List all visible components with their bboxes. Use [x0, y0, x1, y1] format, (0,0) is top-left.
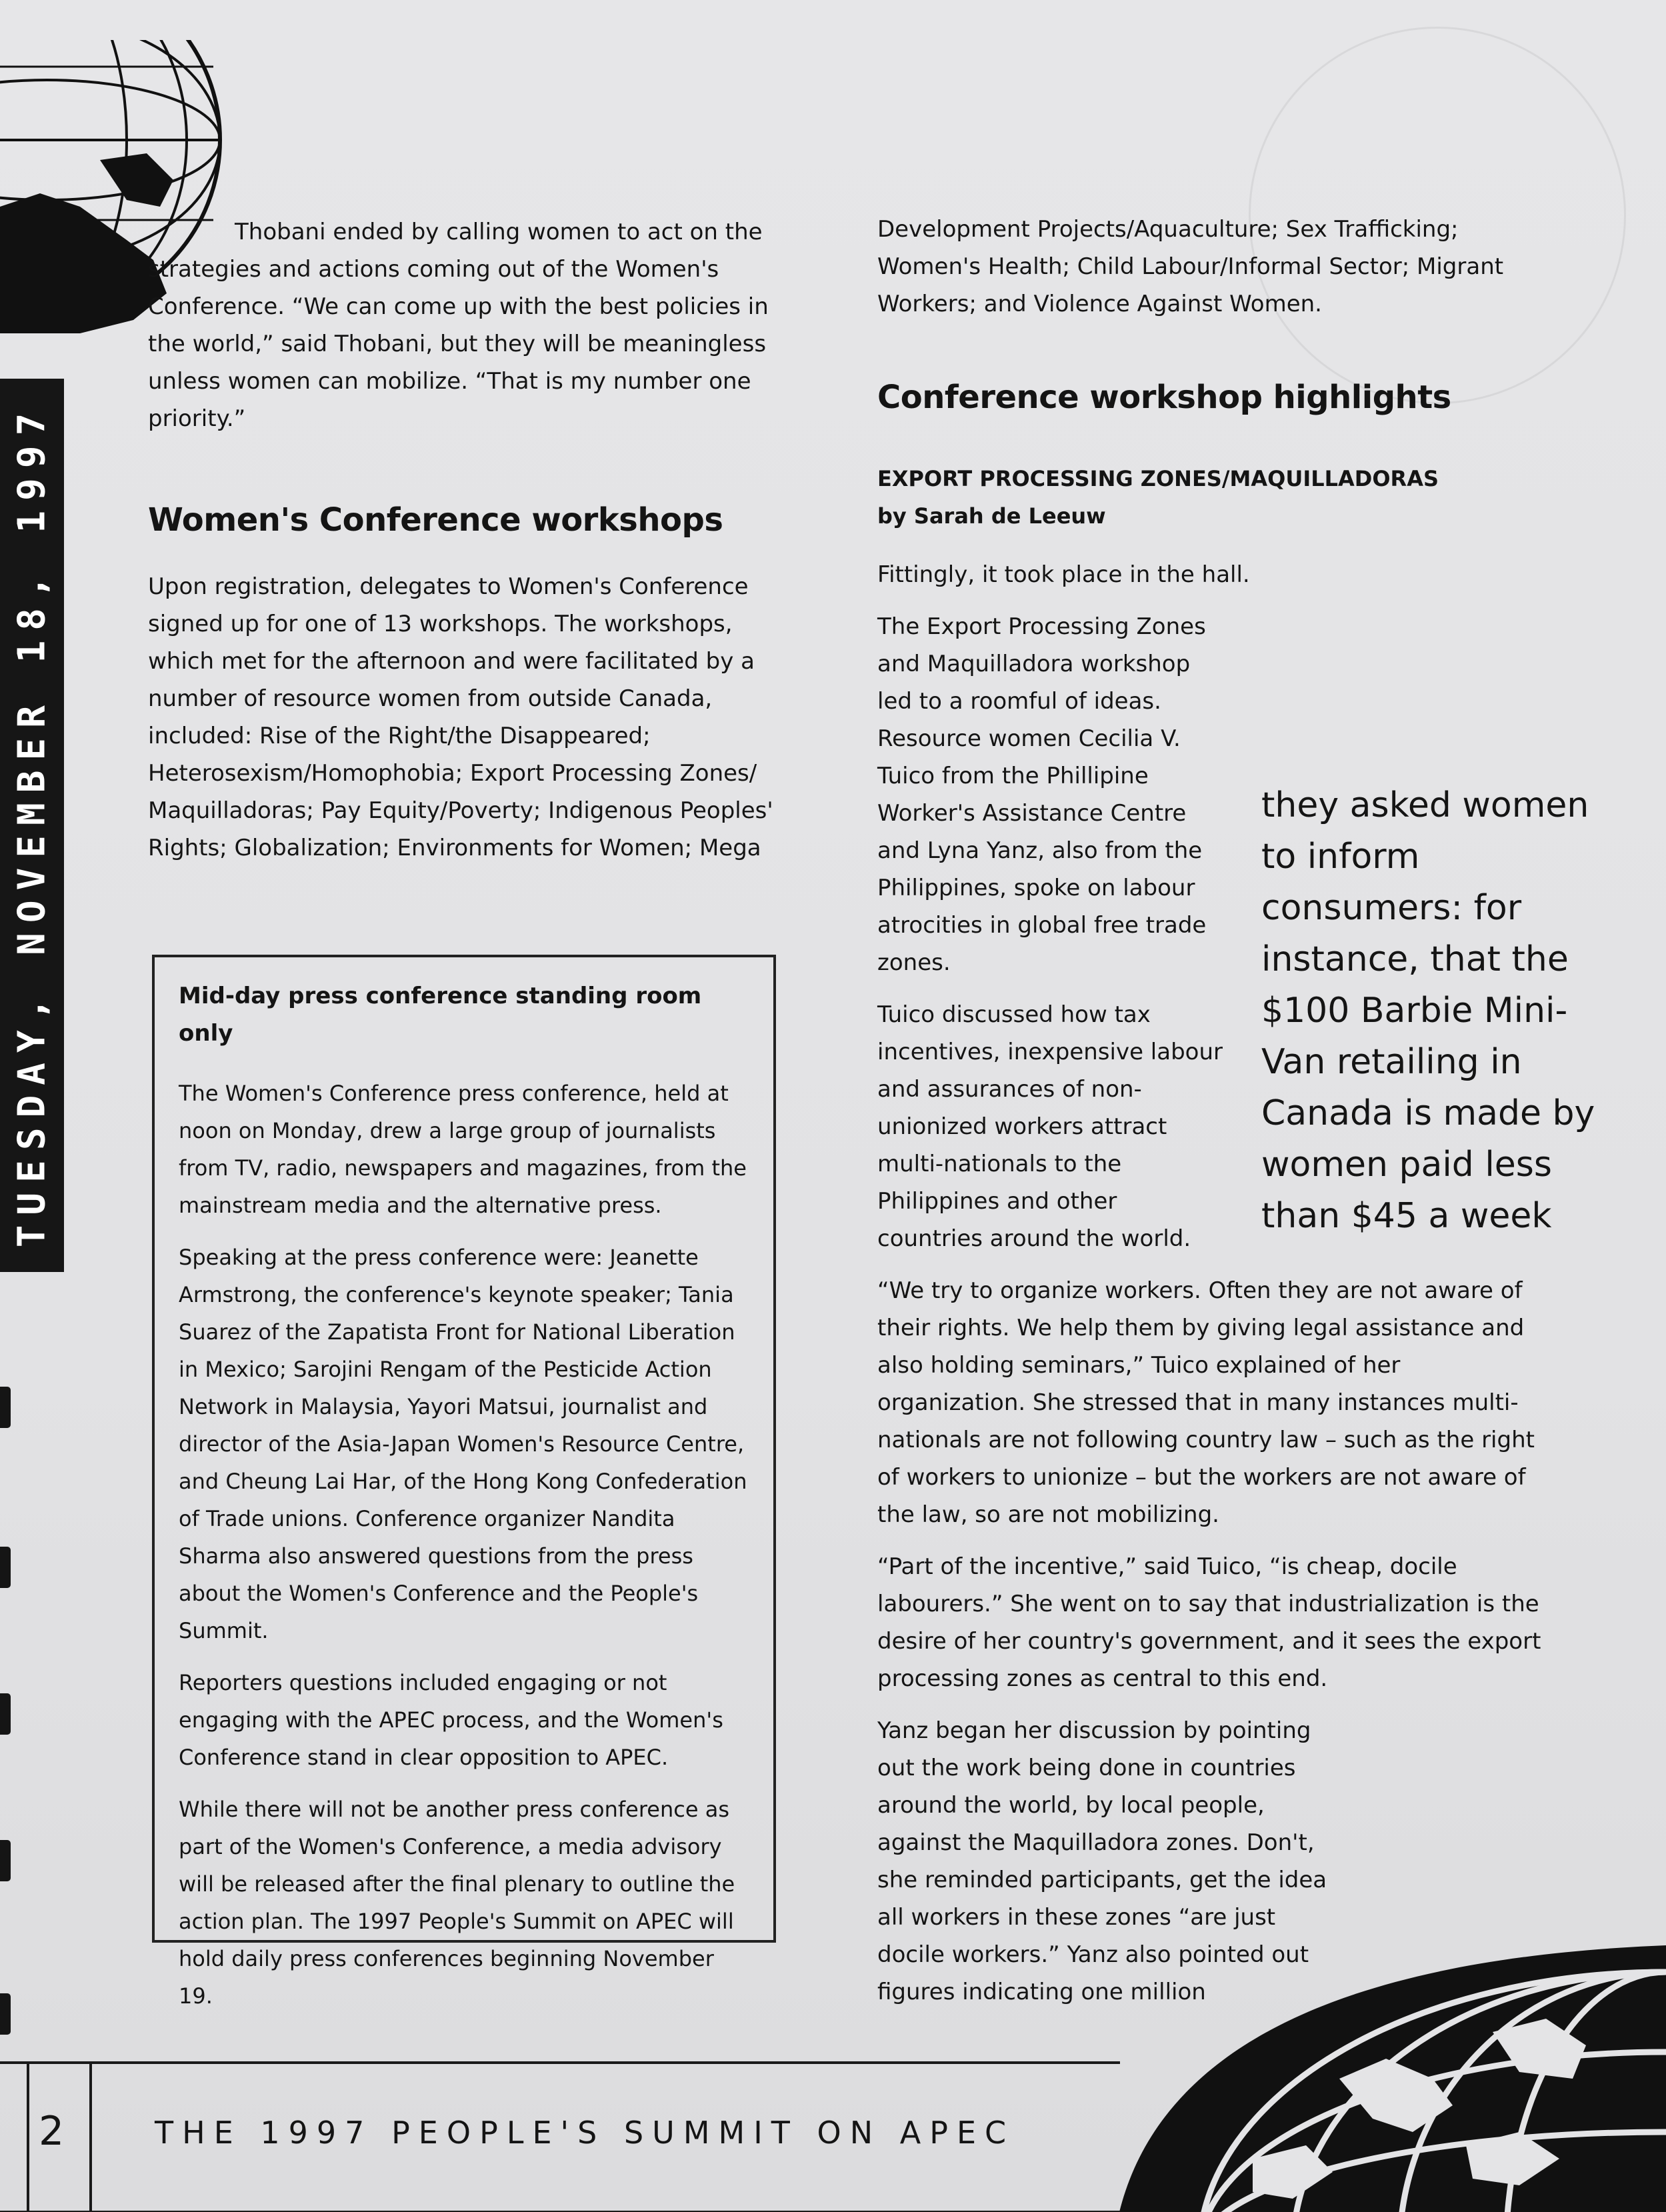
- box-paragraph: While there will not be another press conference as part of the Women's Conference, a media advisory will be released after the final plenary to outline the action plan. The 1997 People's Summit on APEC will hold daily press conferences beginning November 19.: [179, 1797, 735, 2009]
- binding-ring: [0, 1840, 11, 1881]
- pull-quote: they asked women to inform consumers: for instance, that the $100 Barbie Mini-Van retailing in Canada is made by women paid less than $45 a week: [1261, 785, 1595, 1236]
- article-paragraph: Yanz began her discussion by pointing out the work being done in countries around the world, by local people, against the Maquilladora zones. Don't, she reminded participants, get the idea all workers in these zones “are just docile workers.” Yanz also pointed out figures indicating one million: [877, 1717, 1327, 2005]
- box-paragraph: Reporters questions included engaging or not engaging with the APEC process, and the Women's Conference stand in clear opposition to APEC.: [179, 1670, 723, 1770]
- article-paragraph: “Part of the incentive,” said Tuico, “is cheap, docile labourers.” She went on to say that industrialization is the desire of her country's government, and it sees the export processing zones as central to this end.: [877, 1553, 1541, 1692]
- date-label: TUESDAY, NOVEMBER 18, 1997: [10, 403, 54, 1248]
- byline: by Sarah de Leeuw: [877, 503, 1106, 529]
- box-title: Mid-day press conference standing room only: [179, 983, 702, 1047]
- article-paragraph: Fittingly, it took place in the hall.: [877, 561, 1250, 588]
- binding-ring: [0, 1387, 11, 1428]
- article-title: EXPORT PROCESSING ZONES/MAQUILLADORAS: [877, 466, 1439, 491]
- box-paragraph: The Women's Conference press conference, held at noon on Monday, drew a large group of journalists from TV, radio, newspapers and magazines, from the mainstream media and the alternative press.: [179, 1081, 747, 1218]
- footer-rule: [0, 2061, 1120, 2064]
- workshops-paragraph: Upon registration, delegates to Women's Conference signed up for one of 13 workshops. The workshops, which met for the afternoon and were facilitated by a number of resource women from outside Canada, included: Rise of the Right/the Disappeared; Heterosexism/Homophobia; Export Processing Zones/ Maquilladoras; Pay Equity/Poverty; Indigenous Peoples' Rights; Globalization; Environments for Women; Mega: [148, 573, 773, 861]
- left-column: [148, 213, 788, 867]
- article-paragraph: The Export Processing Zones and Maquilladora workshop led to a roomful of ideas. Resource women Cecilia V. Tuico from the Phillipine Worker's Assistance Centre and Lyna Yanz, also from the Philippines, spoke on labour atrocities in global free trade zones.: [877, 613, 1207, 976]
- section-heading: Conference workshop highlights: [877, 379, 1451, 416]
- article-paragraph: “We try to organize workers. Often they are not aware of their rights. We help them by giving legal assistance and also holding seminars,” Tuico explained of her organization. She stressed that in many instances multi-nationals are not following country law – such as the right of workers to unionize – but the workers are not aware of the law, so are not mobilizing.: [877, 1277, 1535, 1528]
- press-conference-box: [152, 955, 776, 2009]
- intro-paragraph: Thobani ended by calling women to act on the strategies and actions coming out of the Women's Conference. “We can come up with the best policies in the world,” said Thobani, but they will be meaningless unless women can mobilize. “That is my number one priority.”: [148, 219, 769, 432]
- section-heading: Women's Conference workshops: [148, 501, 723, 539]
- binding-ring: [0, 1547, 11, 1588]
- box-paragraph: Speaking at the press conference were: Jeanette Armstrong, the conference's keynote speaker; Tania Suarez of the Zapatista Front for National Liberation in Mexico; Sarojini Rengam of the Pesticide Action Network in Malaysia, Yayori Matsui, journalist and director of the Asia-Japan Women's Resource Centre, and Cheung Lai Har, of the Hong Kong Confederation of Trade unions. Conference organizer Nandita Sharma also answered questions from the press about the Women's Conference and the People's Summit.: [179, 1245, 747, 1643]
- binding-ring: [0, 1993, 11, 2035]
- page-number: 2: [39, 2108, 65, 2155]
- article-paragraph: Tuico discussed how tax incentives, inexpensive labour and assurances of non-unionized workers attract multi-nationals to the Philippines and other countries around the world.: [877, 1001, 1223, 1252]
- continuation-paragraph: Development Projects/Aquaculture; Sex Trafficking; Women's Health; Child Labour/Informal Sector; Migrant Workers; and Violence Against Women.: [877, 216, 1504, 317]
- publication-title: THE 1997 PEOPLE'S SUMMIT ON APEC: [155, 2115, 1015, 2151]
- binding-ring: [0, 1693, 11, 1735]
